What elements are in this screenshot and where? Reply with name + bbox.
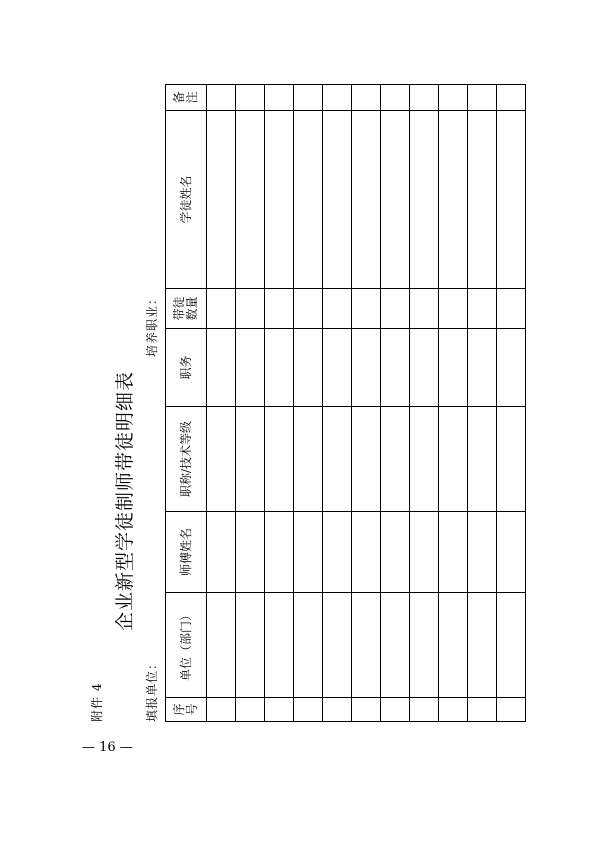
- table-cell[interactable]: [497, 407, 526, 512]
- table-cell[interactable]: [410, 289, 439, 329]
- table-cell[interactable]: [410, 407, 439, 512]
- table-cell[interactable]: [381, 329, 410, 407]
- table-row: [294, 85, 323, 722]
- table-cell[interactable]: [439, 289, 468, 329]
- table-cell[interactable]: [497, 289, 526, 329]
- table-cell[interactable]: [381, 111, 410, 289]
- table-cell[interactable]: [294, 698, 323, 722]
- table-row: [439, 85, 468, 722]
- table-cell[interactable]: [236, 111, 265, 289]
- header-unit-department: 单位（部门）: [166, 593, 207, 698]
- header-title-skill-level: 职称/技术等级: [166, 407, 207, 512]
- table-cell[interactable]: [207, 698, 236, 722]
- table-cell[interactable]: [294, 85, 323, 111]
- table-cell[interactable]: [381, 289, 410, 329]
- table-cell[interactable]: [352, 698, 381, 722]
- table-cell[interactable]: [468, 85, 497, 111]
- table-cell[interactable]: [381, 593, 410, 698]
- table-cell[interactable]: [323, 698, 352, 722]
- table-row: [468, 85, 497, 722]
- table-cell[interactable]: [207, 407, 236, 512]
- table-cell[interactable]: [265, 289, 294, 329]
- table-row: [497, 85, 526, 722]
- table-cell[interactable]: [410, 329, 439, 407]
- table-cell[interactable]: [381, 698, 410, 722]
- occupation-label: 培养职业：: [145, 291, 159, 357]
- table-cell[interactable]: [265, 698, 294, 722]
- header-mentor-name: 师傅姓名: [166, 512, 207, 593]
- table-cell[interactable]: [439, 329, 468, 407]
- table-cell[interactable]: [265, 593, 294, 698]
- table-cell[interactable]: [236, 512, 265, 593]
- table-cell[interactable]: [323, 512, 352, 593]
- table-cell[interactable]: [439, 512, 468, 593]
- table-cell[interactable]: [265, 111, 294, 289]
- table-cell[interactable]: [410, 512, 439, 593]
- table-row: [265, 85, 294, 722]
- table-cell[interactable]: [236, 329, 265, 407]
- table-row: [410, 85, 439, 722]
- table-cell[interactable]: [236, 698, 265, 722]
- table-cell[interactable]: [207, 111, 236, 289]
- table-cell[interactable]: [207, 289, 236, 329]
- table-header-row: [166, 85, 207, 722]
- table-cell[interactable]: [468, 698, 497, 722]
- table-cell[interactable]: [468, 593, 497, 698]
- table-cell[interactable]: [207, 512, 236, 593]
- table-row: [236, 85, 265, 722]
- table-cell[interactable]: [439, 593, 468, 698]
- table-cell[interactable]: [352, 407, 381, 512]
- table-cell[interactable]: [265, 512, 294, 593]
- table-cell[interactable]: [207, 593, 236, 698]
- header-remarks: 备注: [166, 85, 207, 111]
- table-cell[interactable]: [352, 593, 381, 698]
- table-row: [207, 85, 236, 722]
- table-cell[interactable]: [323, 289, 352, 329]
- header-apprentice-count: 带徒数量: [166, 289, 207, 329]
- page-title: 企业新型学徒制师带徒明细表: [114, 371, 136, 632]
- table-cell[interactable]: [265, 407, 294, 512]
- mentor-apprentice-table: [165, 84, 526, 722]
- table-cell[interactable]: [294, 407, 323, 512]
- table-cell[interactable]: [497, 593, 526, 698]
- page-number: — 16 —: [82, 740, 133, 755]
- table-cell[interactable]: [497, 85, 526, 111]
- table-cell[interactable]: [468, 407, 497, 512]
- table-cell[interactable]: [381, 407, 410, 512]
- table-cell[interactable]: [294, 593, 323, 698]
- table-cell[interactable]: [294, 289, 323, 329]
- table-cell[interactable]: [352, 289, 381, 329]
- table-cell[interactable]: [323, 329, 352, 407]
- header-serial-number: 序号: [166, 698, 207, 722]
- table-cell[interactable]: [236, 407, 265, 512]
- table-cell[interactable]: [468, 512, 497, 593]
- table-cell[interactable]: [294, 329, 323, 407]
- table-cell[interactable]: [439, 85, 468, 111]
- table-row: [352, 85, 381, 722]
- table-row: [381, 85, 410, 722]
- table-cell[interactable]: [323, 111, 352, 289]
- table-cell[interactable]: [468, 111, 497, 289]
- table-cell[interactable]: [352, 329, 381, 407]
- table-cell[interactable]: [439, 111, 468, 289]
- table-cell[interactable]: [236, 289, 265, 329]
- table-cell[interactable]: [439, 407, 468, 512]
- table-cell[interactable]: [468, 289, 497, 329]
- table-cell[interactable]: [265, 329, 294, 407]
- header-position: 职务: [166, 329, 207, 407]
- table-cell[interactable]: [497, 512, 526, 593]
- table-cell[interactable]: [323, 85, 352, 111]
- table-cell[interactable]: [207, 329, 236, 407]
- table-cell[interactable]: [236, 593, 265, 698]
- table-cell[interactable]: [294, 111, 323, 289]
- filler-unit-label: 填报单位：: [145, 656, 159, 722]
- table-cell[interactable]: [323, 593, 352, 698]
- table-cell[interactable]: [352, 512, 381, 593]
- table-cell[interactable]: [497, 698, 526, 722]
- table-cell[interactable]: [294, 512, 323, 593]
- table-cell[interactable]: [352, 111, 381, 289]
- header-apprentice-name: 学徒姓名: [166, 111, 207, 289]
- table-cell[interactable]: [207, 85, 236, 111]
- attachment-label: 附件 4: [90, 682, 104, 722]
- table-cell[interactable]: [381, 512, 410, 593]
- table-cell[interactable]: [497, 111, 526, 289]
- table-cell[interactable]: [410, 111, 439, 289]
- table-cell[interactable]: [497, 329, 526, 407]
- table-cell[interactable]: [439, 698, 468, 722]
- table-body: [207, 85, 526, 722]
- table-cell[interactable]: [352, 85, 381, 111]
- table-cell[interactable]: [236, 85, 265, 111]
- table-cell[interactable]: [323, 407, 352, 512]
- table-row: [323, 85, 352, 722]
- table-cell[interactable]: [410, 698, 439, 722]
- table-cell[interactable]: [468, 329, 497, 407]
- table-cell[interactable]: [381, 85, 410, 111]
- table-cell[interactable]: [410, 593, 439, 698]
- table-cell[interactable]: [410, 85, 439, 111]
- table-cell[interactable]: [265, 85, 294, 111]
